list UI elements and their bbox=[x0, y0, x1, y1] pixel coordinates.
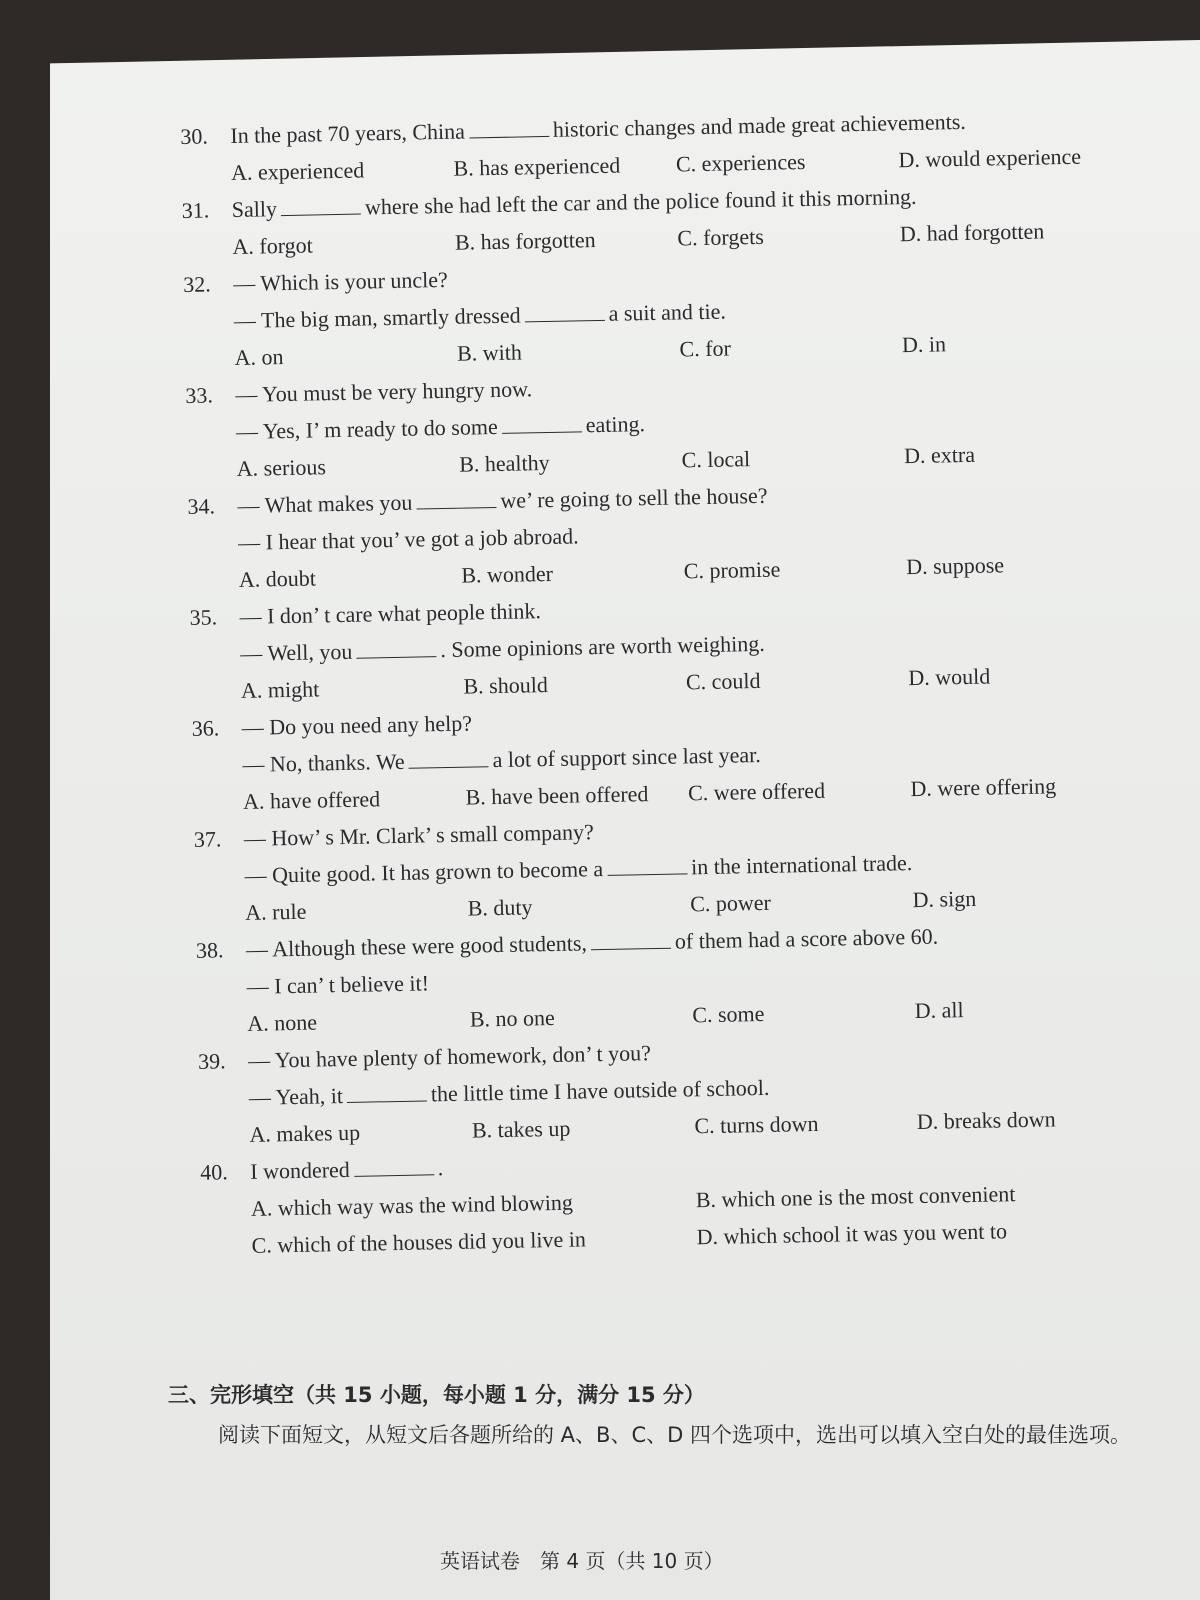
question-text-before: — Well, you bbox=[240, 638, 353, 666]
question-number: 34. bbox=[187, 493, 216, 519]
question-text: — I can’ t believe it! bbox=[246, 970, 430, 999]
answer-option: C. experiences bbox=[675, 149, 806, 177]
question-text-after: where she had left the car and the police found it this morning. bbox=[364, 183, 917, 220]
question-text-before: — What makes you bbox=[237, 489, 413, 518]
question-number: 36. bbox=[191, 715, 220, 741]
answer-blank bbox=[501, 411, 581, 434]
question-text-after: . Some opinions are worth weighing. bbox=[440, 630, 766, 663]
question-number: 35. bbox=[189, 604, 218, 630]
answer-blank bbox=[354, 1154, 434, 1177]
answer-option: B. wonder bbox=[461, 560, 554, 588]
question-number: 33. bbox=[185, 382, 214, 408]
question-item bbox=[183, 248, 1125, 377]
answer-option: B. takes up bbox=[471, 1115, 571, 1143]
answer-option: C. which of the houses did you live in bbox=[251, 1226, 587, 1258]
answer-option: B. healthy bbox=[458, 449, 550, 477]
question-text-before: — Quite good. It has grown to become a bbox=[244, 856, 604, 888]
question-text-after: a suit and tie. bbox=[608, 298, 727, 326]
question-item bbox=[189, 581, 1131, 710]
question-text-before: — Although these were good students, bbox=[245, 930, 588, 962]
answer-option: A. on bbox=[234, 344, 284, 370]
answer-blank bbox=[591, 928, 671, 951]
answer-option: A. might bbox=[240, 676, 320, 703]
question-text-before: — Yes, I’ m ready to do some bbox=[235, 413, 498, 444]
answer-option: D. all bbox=[914, 997, 964, 1024]
question-item bbox=[191, 692, 1133, 821]
answer-option: A. serious bbox=[236, 454, 327, 481]
answer-option: B. has forgotten bbox=[454, 227, 596, 255]
section-three bbox=[168, 1375, 1168, 1455]
answer-option: D. suppose bbox=[906, 552, 1005, 580]
question-text: — You have plenty of homework, don’ t you? bbox=[247, 1040, 652, 1073]
question-number: 38. bbox=[195, 937, 224, 963]
answer-blank bbox=[408, 746, 488, 769]
question-item bbox=[196, 914, 1138, 1043]
answer-option: A. none bbox=[247, 1009, 318, 1036]
answer-option: B. have been offered bbox=[465, 781, 649, 810]
answer-blank bbox=[416, 487, 496, 510]
answer-option: B. should bbox=[463, 672, 549, 699]
answer-option: A. rule bbox=[245, 898, 307, 925]
question-text-after: the little time I have outside of school. bbox=[430, 1074, 770, 1107]
answer-option: C. some bbox=[692, 1000, 765, 1028]
question-text-before: — Yeah, it bbox=[248, 1083, 344, 1110]
question-text-before: I wondered bbox=[249, 1156, 351, 1184]
answer-option: C. turns down bbox=[694, 1110, 819, 1139]
answer-option: B. with bbox=[456, 339, 523, 366]
answer-option: A. forgot bbox=[232, 232, 313, 260]
question-text: — I hear that you’ ve got a job abroad. bbox=[237, 523, 579, 555]
answer-option: D. which school it was you went to bbox=[696, 1218, 1008, 1250]
question-number: 37. bbox=[193, 826, 222, 852]
answer-option: B. no one bbox=[469, 1004, 556, 1032]
answer-option: C. power bbox=[689, 889, 772, 917]
question-item bbox=[198, 1025, 1140, 1154]
answer-option: D. sign bbox=[912, 885, 977, 913]
answer-option: A. makes up bbox=[249, 1119, 361, 1147]
answer-option: D. in bbox=[901, 331, 947, 358]
answer-option: C. could bbox=[685, 667, 761, 695]
answer-blank bbox=[356, 636, 436, 659]
answer-option: C. forgets bbox=[677, 223, 764, 251]
question-text-before: — The big man, smartly dressed bbox=[233, 302, 521, 334]
question-text-after: we’ re going to sell the house? bbox=[500, 482, 768, 513]
question-text-before: — No, thanks. We bbox=[242, 748, 405, 777]
question-text-after: historic changes and made great achievements. bbox=[552, 108, 967, 142]
question-text: — I don’ t care what people think. bbox=[239, 598, 542, 629]
answer-blank bbox=[607, 853, 687, 876]
answer-blank bbox=[469, 116, 549, 139]
answer-option: A. have offered bbox=[242, 786, 381, 814]
answer-option: C. were offered bbox=[687, 777, 826, 806]
question-text-before: In the past 70 years, China bbox=[230, 118, 466, 149]
section-title: 三、完形填空（共 15 小题，每小题 1 分，满分 15 分） bbox=[168, 1383, 705, 1407]
question-number: 39. bbox=[197, 1048, 226, 1074]
question-number: 31. bbox=[181, 197, 210, 223]
answer-option: C. local bbox=[681, 446, 751, 473]
answer-option: D. had forgotten bbox=[899, 218, 1045, 247]
answer-option: B. duty bbox=[467, 894, 533, 921]
question-text-after: in the international trade. bbox=[690, 850, 913, 880]
answer-option: D. were offering bbox=[910, 773, 1057, 802]
answer-option: D. would bbox=[908, 663, 991, 691]
question-item bbox=[187, 470, 1129, 599]
answer-blank bbox=[281, 194, 361, 217]
answer-blank bbox=[347, 1080, 427, 1103]
answer-blank bbox=[524, 300, 604, 323]
answer-option: D. would experience bbox=[898, 143, 1082, 173]
question-number: 30. bbox=[180, 123, 209, 149]
answer-option: C. for bbox=[679, 335, 732, 362]
question-number: 32. bbox=[182, 271, 211, 297]
page-footer: 英语试卷 第 4 页（共 10 页） bbox=[440, 1549, 724, 1573]
question-list bbox=[180, 100, 1142, 1265]
answer-option: B. has experienced bbox=[453, 152, 621, 181]
answer-option: A. which way was the wind blowing bbox=[250, 1189, 574, 1221]
question-text-after: . bbox=[437, 1155, 444, 1181]
answer-option: A. doubt bbox=[238, 565, 317, 592]
question-text: — How’ s Mr. Clark’ s small company? bbox=[243, 819, 594, 851]
question-text: — You must be very hungry now. bbox=[235, 376, 533, 407]
question-text-after: eating. bbox=[585, 411, 646, 438]
question-text: — Do you need any help? bbox=[241, 710, 473, 740]
question-number: 40. bbox=[200, 1159, 228, 1185]
answer-option: D. extra bbox=[903, 441, 976, 469]
question-item-40 bbox=[200, 1136, 1142, 1265]
question-item bbox=[185, 359, 1127, 488]
question-text: — Which is your uncle? bbox=[232, 266, 449, 297]
section-instructions: 阅读下面短文，从短文后各题所给的 A、B、C、D 四个选项中，选出可以填入空白处的最佳选项。 bbox=[218, 1423, 1131, 1447]
question-item bbox=[193, 803, 1135, 932]
question-text-before: Sally bbox=[231, 196, 278, 223]
question-text-after: of them had a score above 60. bbox=[674, 923, 939, 954]
answer-option: C. promise bbox=[683, 556, 781, 584]
answer-option: A. experienced bbox=[230, 157, 365, 186]
question-text-after: a lot of support since last year. bbox=[492, 741, 761, 773]
answer-option: B. which one is the most convenient bbox=[695, 1181, 1016, 1213]
answer-option: D. breaks down bbox=[916, 1106, 1056, 1135]
